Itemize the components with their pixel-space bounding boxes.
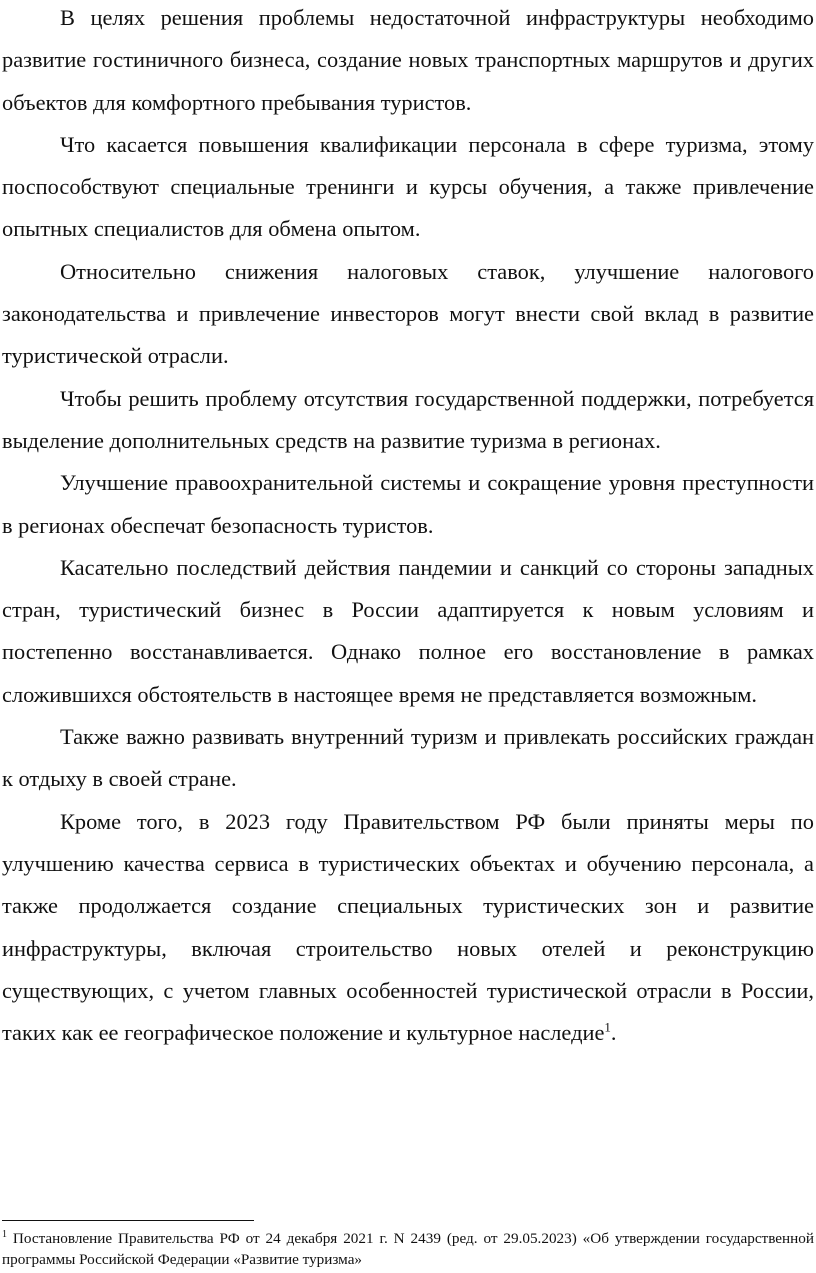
paragraph-domestic-tourism: Также важно развивать внутренний туризм и привлекать российских граждан к отдыху в своей стране. — [2, 724, 814, 792]
paragraph-pandemic-sanctions: Касательно последствий действия пандемии и санкций со стороны западных стран, туристический бизнес в России адаптируется к новым условиям и постепенно восстанавливается. Однако полное его восстановление в рамках сложившихся обстоятельств в настоящее время не представляется возможным. — [2, 554, 814, 707]
body-text — [2, 0, 814, 1054]
footnote-separator — [2, 1220, 254, 1221]
paragraph-state-support: Чтобы решить проблему отсутствия государственной поддержки, потребуется выделение дополнительных средств на развитие туризма в регионах. — [2, 385, 814, 453]
paragraph-infrastructure: В целях решения проблемы недостаточной инфраструктуры необходимо развитие гостиничного бизнеса, создание новых транспортных маршрутов и других объектов для комфортного пребывания туристов. — [2, 5, 814, 115]
paragraph-staff-training: Что касается повышения квалификации персонала в сфере туризма, этому поспособствуют специальные тренинги и курсы обучения, а также привлечение опытных специалистов для обмена опытом. — [2, 131, 814, 242]
footnote — [2, 1228, 814, 1270]
paragraph-government-measures-text: Кроме того, в 2023 году Правительством РФ были приняты меры по улучшению качества сервиса в туристических объектах и обучению персонала, а также продолжается создание специальных туристических зон и развитие инфраструктуры, включая строительство новых отелей и реконструкцию существующих, с учетом главных особенностей туристической отрасли в России, таких как ее географическое положение и культурное наследие — [2, 808, 814, 1046]
paragraph-law-enforcement: Улучшение правоохранительной системы и сокращение уровня преступности в регионах обеспечат безопасность туристов. — [2, 470, 814, 538]
footnote-marker: 1 — [2, 1228, 7, 1240]
footnote-reference[interactable]: 1 — [604, 1019, 611, 1035]
paragraph-end-punctuation: . — [610, 1020, 617, 1046]
footnote-text: Постановление Правительства РФ от 24 декабря 2021 г. N 2439 (ред. от 29.05.2023) «Об утверждении государственной программы Российской Федерации «Развитие туризма» — [2, 1230, 814, 1268]
paragraph-government-measures — [2, 801, 814, 1055]
paragraph-tax-rates: Относительно снижения налоговых ставок, улучшение налогового законодательства и привлечение инвесторов могут внести свой вклад в развитие туристической отрасли. — [2, 258, 814, 369]
